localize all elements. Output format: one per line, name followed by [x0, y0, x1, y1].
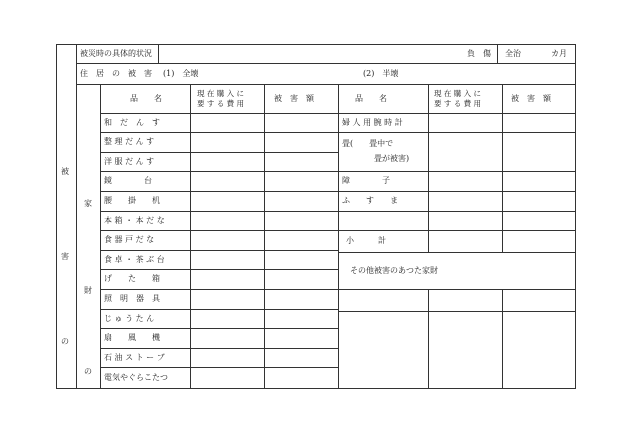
row2-label: 住 居 の 被 害: [80, 69, 152, 78]
left-row-line: [100, 309, 339, 310]
left-row-line: [100, 171, 339, 172]
col-right-item-b: [428, 289, 429, 389]
right-row-line: [338, 171, 576, 172]
injury-label: 負 傷: [467, 49, 491, 58]
left-row-line: [100, 152, 339, 153]
right-row-line: [338, 132, 576, 133]
item-label: 電気やぐらこたつ: [104, 373, 168, 382]
option-half-destruction: (2) 半壊: [363, 69, 399, 78]
left-row-line: [100, 269, 339, 270]
header-damage-right: 被 害 額: [511, 94, 551, 103]
right-row-line: [338, 289, 576, 290]
col-right-cost-b: [502, 289, 503, 389]
item-label: 扇 風 機: [104, 333, 160, 342]
right-header2-bottom: [338, 311, 576, 312]
frame-bottom: [56, 388, 576, 389]
left-row-line: [100, 289, 339, 290]
header-cost-left-line1: 現 在 購 入 に: [197, 89, 245, 98]
left-row-line: [100, 250, 339, 251]
item-label-watch: 婦 人 用 腕 時 計: [342, 118, 403, 127]
item-label: げ た 箱: [104, 274, 160, 283]
left-row-line: [100, 211, 339, 212]
inner-vertical-char: の: [84, 367, 92, 376]
right-row-line: [338, 191, 576, 192]
left-row-line: [100, 328, 339, 329]
col-right-cost-a: [502, 84, 503, 252]
item-label: 食 卓 ・ 茶 ぶ 台: [104, 255, 165, 264]
subtotal-label: 小 計: [346, 236, 386, 245]
right-row-line: [338, 211, 576, 212]
item-label: 鏡 台: [104, 176, 152, 185]
header-damage-left: 被 害 額: [274, 94, 314, 103]
left-row-line: [100, 367, 339, 368]
item-label: 腰 掛 机: [104, 196, 160, 205]
item-label: じ ゅ う た ん: [104, 314, 155, 323]
frame-top: [56, 44, 576, 45]
row1-label: 被災時の具体的状況: [80, 49, 152, 58]
months-label: カ月: [551, 49, 567, 58]
inner-vertical-char: 財: [84, 286, 92, 295]
item-label-fusuma: ふ す ま: [342, 196, 398, 205]
item-label-shoji: 障 子: [342, 176, 390, 185]
left-row-line: [100, 230, 339, 231]
left-row-line: [100, 132, 339, 133]
frame-right: [575, 44, 576, 389]
header-cost-left-line2: 要 す る 費 用: [197, 99, 245, 108]
col-left-cost: [264, 84, 265, 389]
inner-vertical-char: 家: [84, 199, 92, 208]
item-label: 洋 服 だ ん す: [104, 157, 155, 166]
left-header-bottom: [100, 113, 339, 114]
col-left-item: [190, 84, 191, 389]
item-label-tatami: 畳( 畳中で: [342, 139, 394, 148]
header-item-left: 品 名: [130, 94, 162, 103]
col-left-vertical: [76, 44, 77, 389]
item-label: 石 油 ス ト ー ブ: [104, 353, 165, 362]
row1-injury-divider: [497, 44, 498, 64]
item-label: 照 明 器 具: [104, 294, 160, 303]
left-row-line: [100, 191, 339, 192]
vertical-label-char: 被: [61, 167, 69, 176]
full-recovery-label: 全治: [505, 49, 521, 58]
header-item-right: 品 名: [355, 94, 387, 103]
vertical-label-char: 害: [61, 252, 69, 261]
right-row-line: [338, 252, 576, 253]
col-inner-vertical: [100, 84, 101, 389]
col-left-damage: [338, 84, 339, 389]
other-damaged-items-title: その他被害のあつた家財: [350, 266, 438, 275]
header-cost-right-line1: 現 在 購 入 に: [434, 89, 482, 98]
right-header-bottom: [338, 113, 576, 114]
item-label: 整 理 だ ん す: [104, 137, 155, 146]
item-label: 和 だ ん す: [104, 118, 160, 127]
item-label: 食 器 戸 だ な: [104, 235, 155, 244]
row2-bottom: [76, 84, 576, 85]
left-row-line: [100, 348, 339, 349]
option-full-destruction: (1) 全壊: [163, 69, 199, 78]
row1-label-divider: [158, 44, 159, 64]
vertical-label-char: の: [61, 337, 69, 346]
right-row-line: [338, 230, 576, 231]
header-cost-right-line2: 要 す る 費 用: [434, 99, 482, 108]
row1-bottom: [76, 63, 576, 64]
item-label: 本 箱 ・ 本 だ な: [104, 216, 165, 225]
item-label-tatami-note: 畳が被害): [374, 154, 410, 163]
frame-left: [56, 44, 57, 389]
col-right-item-a: [428, 84, 429, 252]
